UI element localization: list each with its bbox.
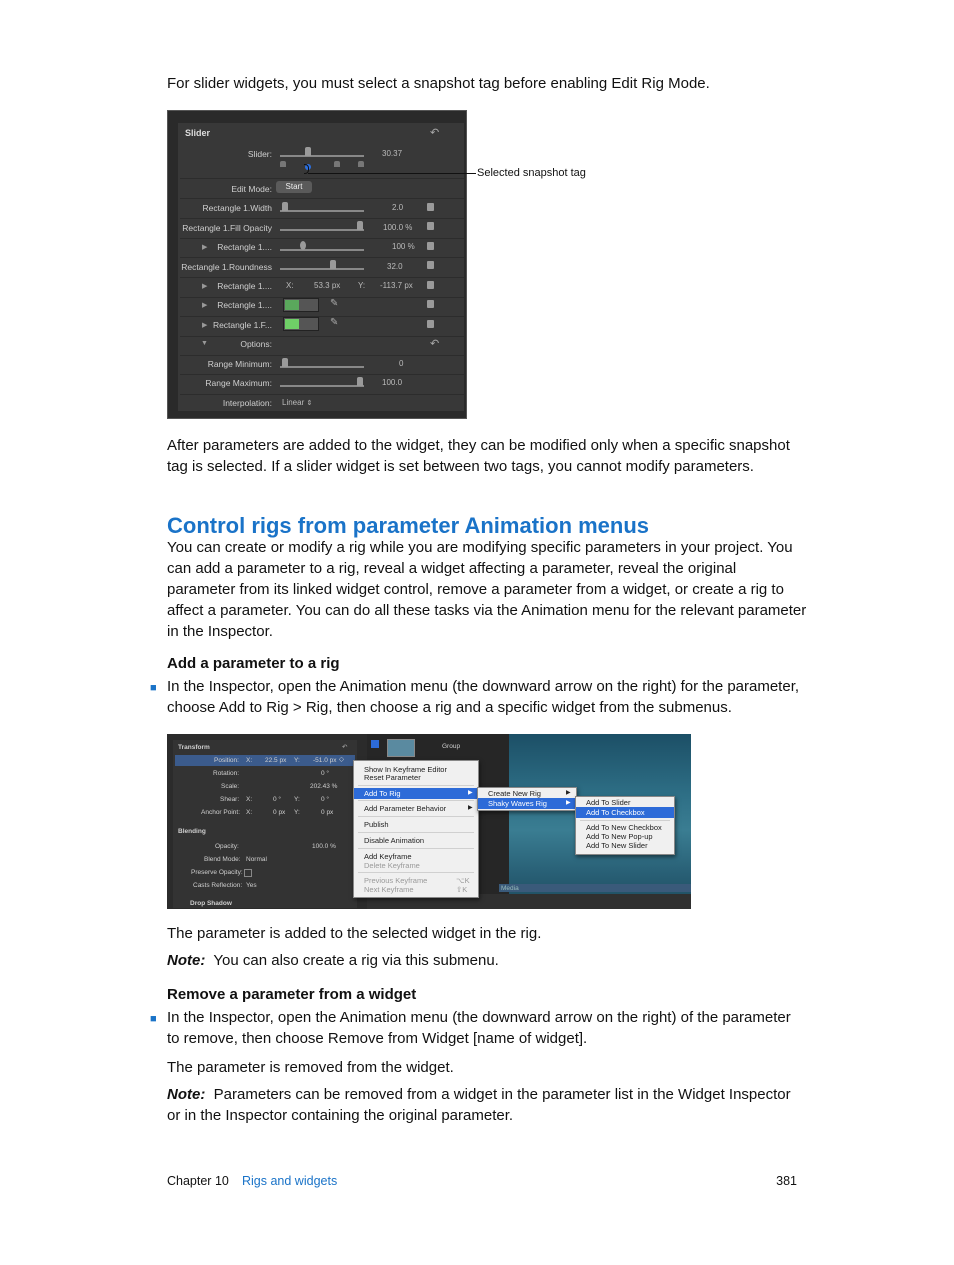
y-unit: px (404, 281, 413, 290)
slider-track[interactable] (280, 155, 364, 157)
menu-item[interactable]: Add To New Slider (586, 841, 648, 850)
snapshot-tag[interactable] (334, 161, 340, 167)
x-value: 0 px (273, 809, 286, 816)
menu-item[interactable]: Create New Rig (488, 789, 541, 798)
range-max-value: 100.0 (382, 378, 403, 387)
timeline-label: Media (501, 885, 519, 892)
y-label: Y: (294, 796, 300, 803)
param-value: 32.0 (387, 262, 403, 271)
edit-mode-start-button[interactable]: Start (276, 181, 312, 193)
param-knob[interactable] (357, 221, 363, 230)
disclosure-triangle-icon[interactable]: ▶ (202, 322, 208, 329)
reset-icon: ↶ (430, 127, 440, 139)
edit-mode-label: Edit Mode: (231, 184, 272, 194)
paragraph: The parameter is removed from the widget. (167, 1059, 454, 1076)
color-well[interactable] (283, 317, 319, 331)
y-value: -51.0 px (313, 757, 337, 764)
param-label: Rectangle 1.... (217, 281, 272, 291)
menu-item[interactable]: Show In Keyframe Editor (364, 765, 447, 774)
menu-item: Delete Keyframe (364, 861, 420, 870)
callout-line (308, 173, 476, 174)
options-label: Options: (240, 339, 272, 349)
subsection-heading: Add a parameter to a rig (167, 655, 340, 672)
y-value: 0 px (321, 809, 334, 816)
bullet-text: In the Inspector, open the Animation menu (the downward arrow on the right) of the parameter to remove, then choose Remove from Widget [name of widget]. (167, 1009, 791, 1047)
slider-inspector-screenshot (167, 110, 467, 419)
menu-item[interactable]: Add To New Pop-up (586, 832, 653, 841)
disclosure-triangle-icon[interactable]: ▶ (202, 302, 208, 309)
param-label: Casts Reflection: (193, 882, 243, 889)
param-label: Rectangle 1.... (217, 242, 272, 252)
param-value: 0 ° (321, 770, 330, 777)
x-value: 53.3 (314, 281, 330, 290)
x-value: 0 ° (273, 796, 282, 803)
footer-chapter: Chapter 10 (167, 1174, 229, 1188)
param-slider[interactable] (280, 249, 364, 251)
callout-label: Selected snapshot tag (477, 167, 586, 179)
y-label: Y: (294, 809, 300, 816)
disclosure-triangle-icon[interactable]: ▶ (202, 283, 208, 290)
animation-menu-icon[interactable] (427, 242, 434, 250)
submenu-arrow-icon: ▶ (468, 805, 473, 811)
submenu-arrow-icon: ▶ (566, 790, 571, 796)
menu-item-add-to-rig[interactable]: Add To Rig (364, 789, 401, 798)
note-text: Parameters can be removed from a widget in the parameter list in the Widget Inspector or in the Inspector containing the original parameter. (167, 1086, 791, 1124)
blend-mode-popup[interactable]: Normal (246, 856, 267, 863)
slider-value: 30.37 (382, 149, 403, 158)
param-label: Rectangle 1.Roundness (181, 262, 272, 272)
param-label: Shear: (220, 796, 240, 803)
reset-icon[interactable]: ↶ (342, 744, 348, 751)
subsection-heading: Remove a parameter from a widget (167, 986, 417, 1003)
note-label: Note: (167, 952, 206, 969)
disclosure-triangle-icon[interactable]: ▶ (202, 244, 208, 251)
range-max-slider[interactable] (280, 385, 364, 387)
x-value: 22.5 px (265, 757, 287, 764)
section-heading: Control rigs from parameter Animation menus (167, 513, 650, 538)
menu-item-rig[interactable]: Shaky Waves Rig (488, 799, 547, 808)
snapshot-tag[interactable] (280, 161, 286, 167)
layer-thumbnail (387, 739, 415, 757)
section-title: Drop Shadow (190, 900, 232, 907)
param-slider[interactable] (280, 229, 364, 231)
submenu-arrow-icon: ▶ (468, 790, 473, 796)
param-label: Opacity: (215, 843, 239, 850)
animation-menu-icon[interactable] (427, 222, 434, 230)
param-knob[interactable] (330, 260, 336, 269)
menu-item[interactable]: Disable Animation (364, 836, 425, 845)
param-label: Rectangle 1.Width (202, 203, 272, 213)
interpolation-label: Interpolation: (222, 398, 272, 408)
note (167, 950, 807, 971)
panel-title: Slider (185, 128, 211, 138)
menu-item[interactable]: Add Parameter Behavior (364, 804, 447, 813)
section-title: Transform (178, 744, 210, 751)
animation-menu-icon[interactable] (427, 281, 434, 289)
menu-item[interactable]: Publish (364, 820, 389, 829)
animation-menu-icon[interactable]: ◇ (339, 756, 344, 763)
param-value: 100 (392, 242, 406, 251)
param-unit: % (405, 223, 413, 232)
param-knob[interactable] (300, 241, 306, 250)
x-label: X: (246, 796, 253, 803)
eyedropper-icon[interactable]: ✎ (330, 298, 339, 309)
menu-item[interactable]: Reset Parameter (364, 773, 421, 782)
menu-item: Previous Keyframe (364, 876, 428, 885)
footer-chapter-link[interactable]: Rigs and widgets (242, 1174, 338, 1188)
interpolation-popup[interactable]: Linear ⇕ (282, 398, 313, 407)
range-min-slider[interactable] (280, 366, 364, 368)
widget-submenu (575, 796, 675, 855)
paragraph: The parameter is added to the selected widget in the rig. (167, 925, 542, 942)
param-label: Rectangle 1.F... (212, 320, 272, 330)
param-label: Blend Mode: (204, 856, 241, 863)
param-slider[interactable] (280, 268, 364, 270)
param-label: Rectangle 1.Fill Opacity (182, 223, 272, 233)
param-label: Preserve Opacity: (191, 869, 243, 876)
bullet-icon: ■ (150, 682, 157, 694)
x-label: X: (246, 809, 253, 816)
param-label: Rotation: (213, 770, 240, 777)
menu-item: Next Keyframe (364, 885, 414, 894)
range-min-value: 0 (399, 359, 404, 368)
x-unit: px (331, 281, 341, 290)
x-label: X: (246, 757, 253, 764)
range-max-label: Range Maximum: (205, 378, 272, 388)
menu-item-add-to-checkbox[interactable]: Add To Checkbox (586, 808, 645, 817)
note (167, 1084, 807, 1126)
range-min-knob[interactable] (282, 358, 288, 367)
disclosure-triangle-icon[interactable]: ▼ (201, 340, 208, 347)
param-slider[interactable] (280, 210, 364, 212)
page-number: 381 (776, 1174, 797, 1188)
bullet-text: In the Inspector, open the Animation menu (the downward arrow on the right) for the parameter, choose Add to Rig > Rig, then choose a rig and a specific widget from the submenus. (167, 678, 800, 716)
rig-submenu (477, 787, 577, 811)
y-label: Y: (358, 281, 366, 290)
menu-item[interactable]: Add Keyframe (364, 852, 412, 861)
menu-item[interactable]: Add To Slider (586, 798, 631, 807)
note-label: Note: (167, 1086, 206, 1103)
paragraph: After parameters are added to the widget, they can be modified only when a specific snapshot tag is selected. If a slider widget is set between two tags, you cannot modify parameters. (167, 437, 790, 475)
param-value: 100.0 (383, 223, 404, 232)
bullet-icon: ■ (150, 1013, 157, 1025)
y-label: Y: (294, 757, 300, 764)
param-label: Rectangle 1.... (217, 300, 272, 310)
param-label: Scale: (221, 783, 240, 790)
color-well[interactable] (283, 298, 319, 312)
x-label: X: (286, 281, 294, 290)
casts-reflection-popup[interactable]: Yes (246, 882, 257, 889)
y-value: -113.7 (380, 281, 403, 290)
menu-item[interactable]: Add To New Checkbox (586, 823, 662, 832)
eyedropper-icon[interactable]: ✎ (330, 317, 339, 328)
group-label: Group (442, 743, 461, 750)
animation-menu-icon[interactable] (427, 203, 434, 211)
shortcut: ⌥K (456, 876, 470, 885)
section-title: Blending (178, 828, 206, 835)
animation-menu-screenshot (167, 734, 691, 909)
param-value: 202.43 % (310, 783, 338, 790)
snapshot-tag[interactable] (358, 161, 364, 167)
slider-knob[interactable] (305, 147, 311, 156)
animation-menu (353, 760, 479, 898)
range-max-knob[interactable] (357, 377, 363, 386)
param-label: Position: (214, 757, 239, 764)
reset-icon[interactable]: ↶ (430, 338, 440, 350)
preserve-opacity-checkbox[interactable] (244, 869, 252, 877)
animation-menu-icon[interactable] (427, 300, 434, 308)
param-value: 2.0 (392, 203, 404, 212)
param-label: Anchor Point: (201, 809, 241, 816)
animation-menu-icon[interactable] (427, 320, 434, 328)
paragraph: You can create or modify a rig while you are modifying specific parameters in your project. You can add a parameter to a rig, reveal a widget affecting a parameter, reveal the original parameter from its linked widget control, remove a parameter from a widget, or create a rig to affect a parameter. You can do all these tasks via the Animation menu for the relevant parameter in the Inspector. (167, 539, 807, 640)
animation-menu-icon[interactable] (427, 261, 434, 269)
param-unit: % (407, 242, 415, 251)
slider-label: Slider: (247, 149, 272, 159)
range-min-label: Range Minimum: (207, 359, 272, 369)
y-value: 0 ° (321, 796, 330, 803)
param-knob[interactable] (282, 202, 288, 211)
submenu-arrow-icon: ▶ (566, 800, 571, 806)
shortcut: ⇧K (456, 885, 468, 894)
note-text: You can also create a rig via this submenu. (213, 952, 499, 969)
layer-checkbox[interactable] (371, 740, 379, 748)
param-value: 100.0 % (312, 843, 336, 850)
intro-paragraph: For slider widgets, you must select a snapshot tag before enabling Edit Rig Mode. (167, 75, 710, 92)
